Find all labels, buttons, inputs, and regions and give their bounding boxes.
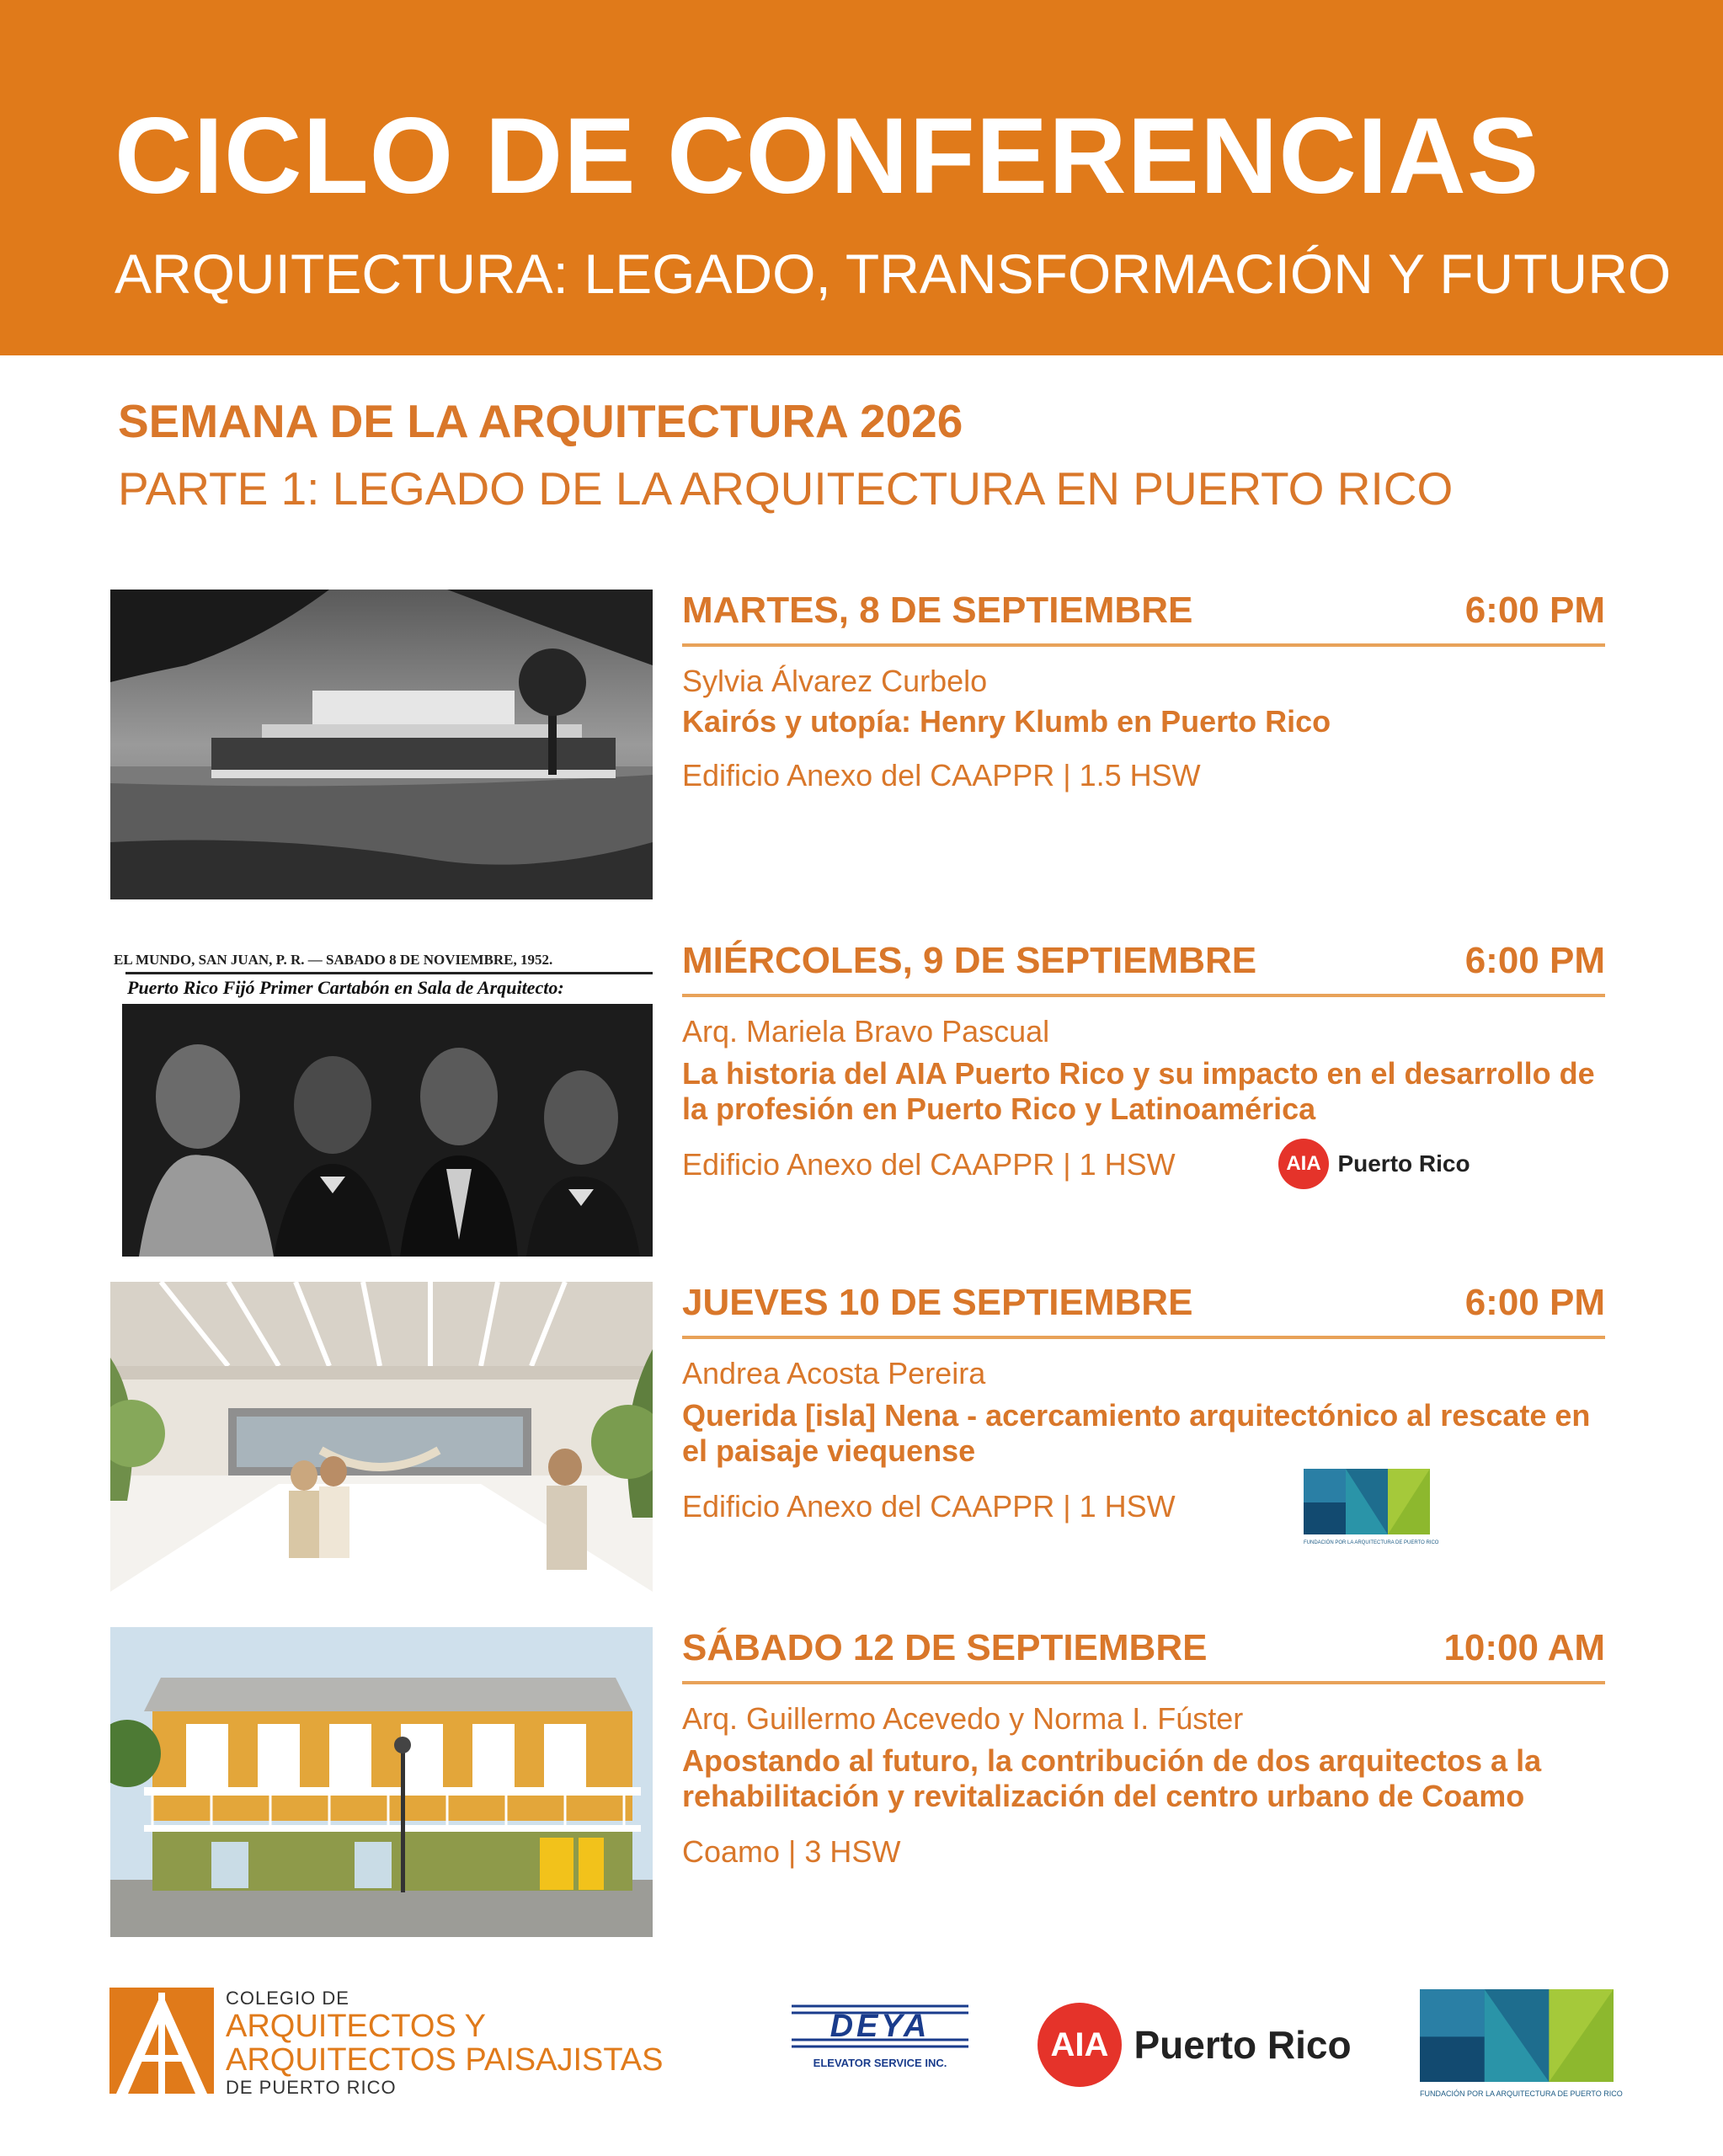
deya-name: DEYA [829,2009,931,2044]
header-banner [0,0,1723,355]
colegio-line4: DE PUERTO RICO [226,2077,397,2098]
colegio-line2: ARQUITECTOS Y [226,2009,486,2044]
fundacion-mark-icon [1420,1989,1614,2082]
colegio-mark-icon [109,1988,214,2094]
event-photo-newspaper-clipping [110,952,653,1257]
event-location: Coamo | 3 HSW [682,1834,901,1869]
event-speaker: Andrea Acosta Pereira [682,1356,986,1390]
event-day: SÁBADO 12 DE SEPTIEMBRE [682,1627,1208,1668]
colegio-text [226,1988,663,2099]
aia-logo-text: Puerto Rico [1134,2023,1352,2067]
event-time: 6:00 PM [1464,590,1605,631]
event-photo-klumb-building [110,590,653,899]
colegio-line3: ARQUITECTOS PAISAJISTAS [226,2042,664,2078]
event-talk-title: Apostando al futuro, la contribución de dos arquitectos a la rehabilitación y revitalización del centro urbano de Coamo [682,1743,1542,1813]
page-title: CICLO DE CONFERENCIAS [115,96,1540,216]
page-subtitle: ARQUITECTURA: LEGADO, TRANSFORMACIÓN Y FUTURO [115,243,1672,305]
event-day: MARTES, 8 DE SEPTIEMBRE [682,590,1193,631]
aia-logo-text: Puerto Rico [1337,1150,1470,1177]
event-day: JUEVES 10 DE SEPTIEMBRE [682,1282,1193,1323]
event-time: 6:00 PM [1464,940,1605,981]
event-divider [682,1681,1605,1684]
aia-circle-icon: AIA [1278,1139,1329,1189]
newspaper-headline: Puerto Rico Fijó Primer Cartabón en Sala de Arquitecto: [127,977,564,998]
week-heading: SEMANA DE LA ARQUITECTURA 2026 [118,395,963,447]
event-speaker: Arq. Mariela Bravo Pascual [682,1014,1050,1049]
fundacion-caption: FUNDACIÓN POR LA ARQUITECTURA DE PUERTO RICO [1420,2089,1623,2098]
part-heading: PARTE 1: LEGADO DE LA ARQUITECTURA EN PUERTO RICO [118,462,1454,515]
event-time: 6:00 PM [1464,1282,1605,1323]
event-photo-coamo-building [110,1627,653,1937]
event-talk-title: Querida [isla] Nena - acercamiento arquitectónico al rescate en el paisaje viequense [682,1398,1591,1468]
event-speaker: Sylvia Álvarez Curbelo [682,664,988,698]
event-day: MIÉRCOLES, 9 DE SEPTIEMBRE [682,940,1257,981]
fundacion-logo-small [1304,1469,1439,1545]
fundacion-caption: FUNDACIÓN POR LA ARQUITECTURA DE PUERTO RICO [1304,1540,1439,1545]
event-divider [682,1336,1605,1339]
event-divider [682,994,1605,997]
aia-puerto-rico-footer-logo [1038,2003,1352,2087]
event-talk-title: Kairós y utopía: Henry Klumb en Puerto Rico [682,704,1331,739]
colegio-arquitectos-logo [109,1988,664,2098]
event-photo-vieques-rendering [110,1282,653,1592]
colegio-line1: COLEGIO DE [226,1988,349,2009]
event-location: Edificio Anexo del CAAPPR | 1.5 HSW [682,758,1201,792]
fundacion-footer-logo [1420,1989,1623,2098]
event-divider [682,643,1605,647]
aia-puerto-rico-logo [1278,1139,1470,1189]
deya-logo [792,2001,968,2085]
aia-circle-icon: AIA [1038,2003,1122,2087]
deya-tagline: ELEVATOR SERVICE INC. [813,2057,947,2069]
fundacion-mark-icon [1304,1469,1430,1534]
event-location: Edificio Anexo del CAAPPR | 1 HSW [682,1489,1176,1524]
event-time: 10:00 AM [1443,1627,1605,1668]
event-speaker: Arq. Guillermo Acevedo y Norma I. Fúster [682,1701,1244,1736]
event-talk-title: La historia del AIA Puerto Rico y su impacto en el desarrollo de la profesión en Puerto Rico y Latinoamérica [682,1056,1595,1126]
event-location: Edificio Anexo del CAAPPR | 1 HSW [682,1147,1176,1182]
newspaper-dateline: EL MUNDO, SAN JUAN, P. R. — SABADO 8 DE NOVIEMBRE, 1952. [114,952,553,968]
